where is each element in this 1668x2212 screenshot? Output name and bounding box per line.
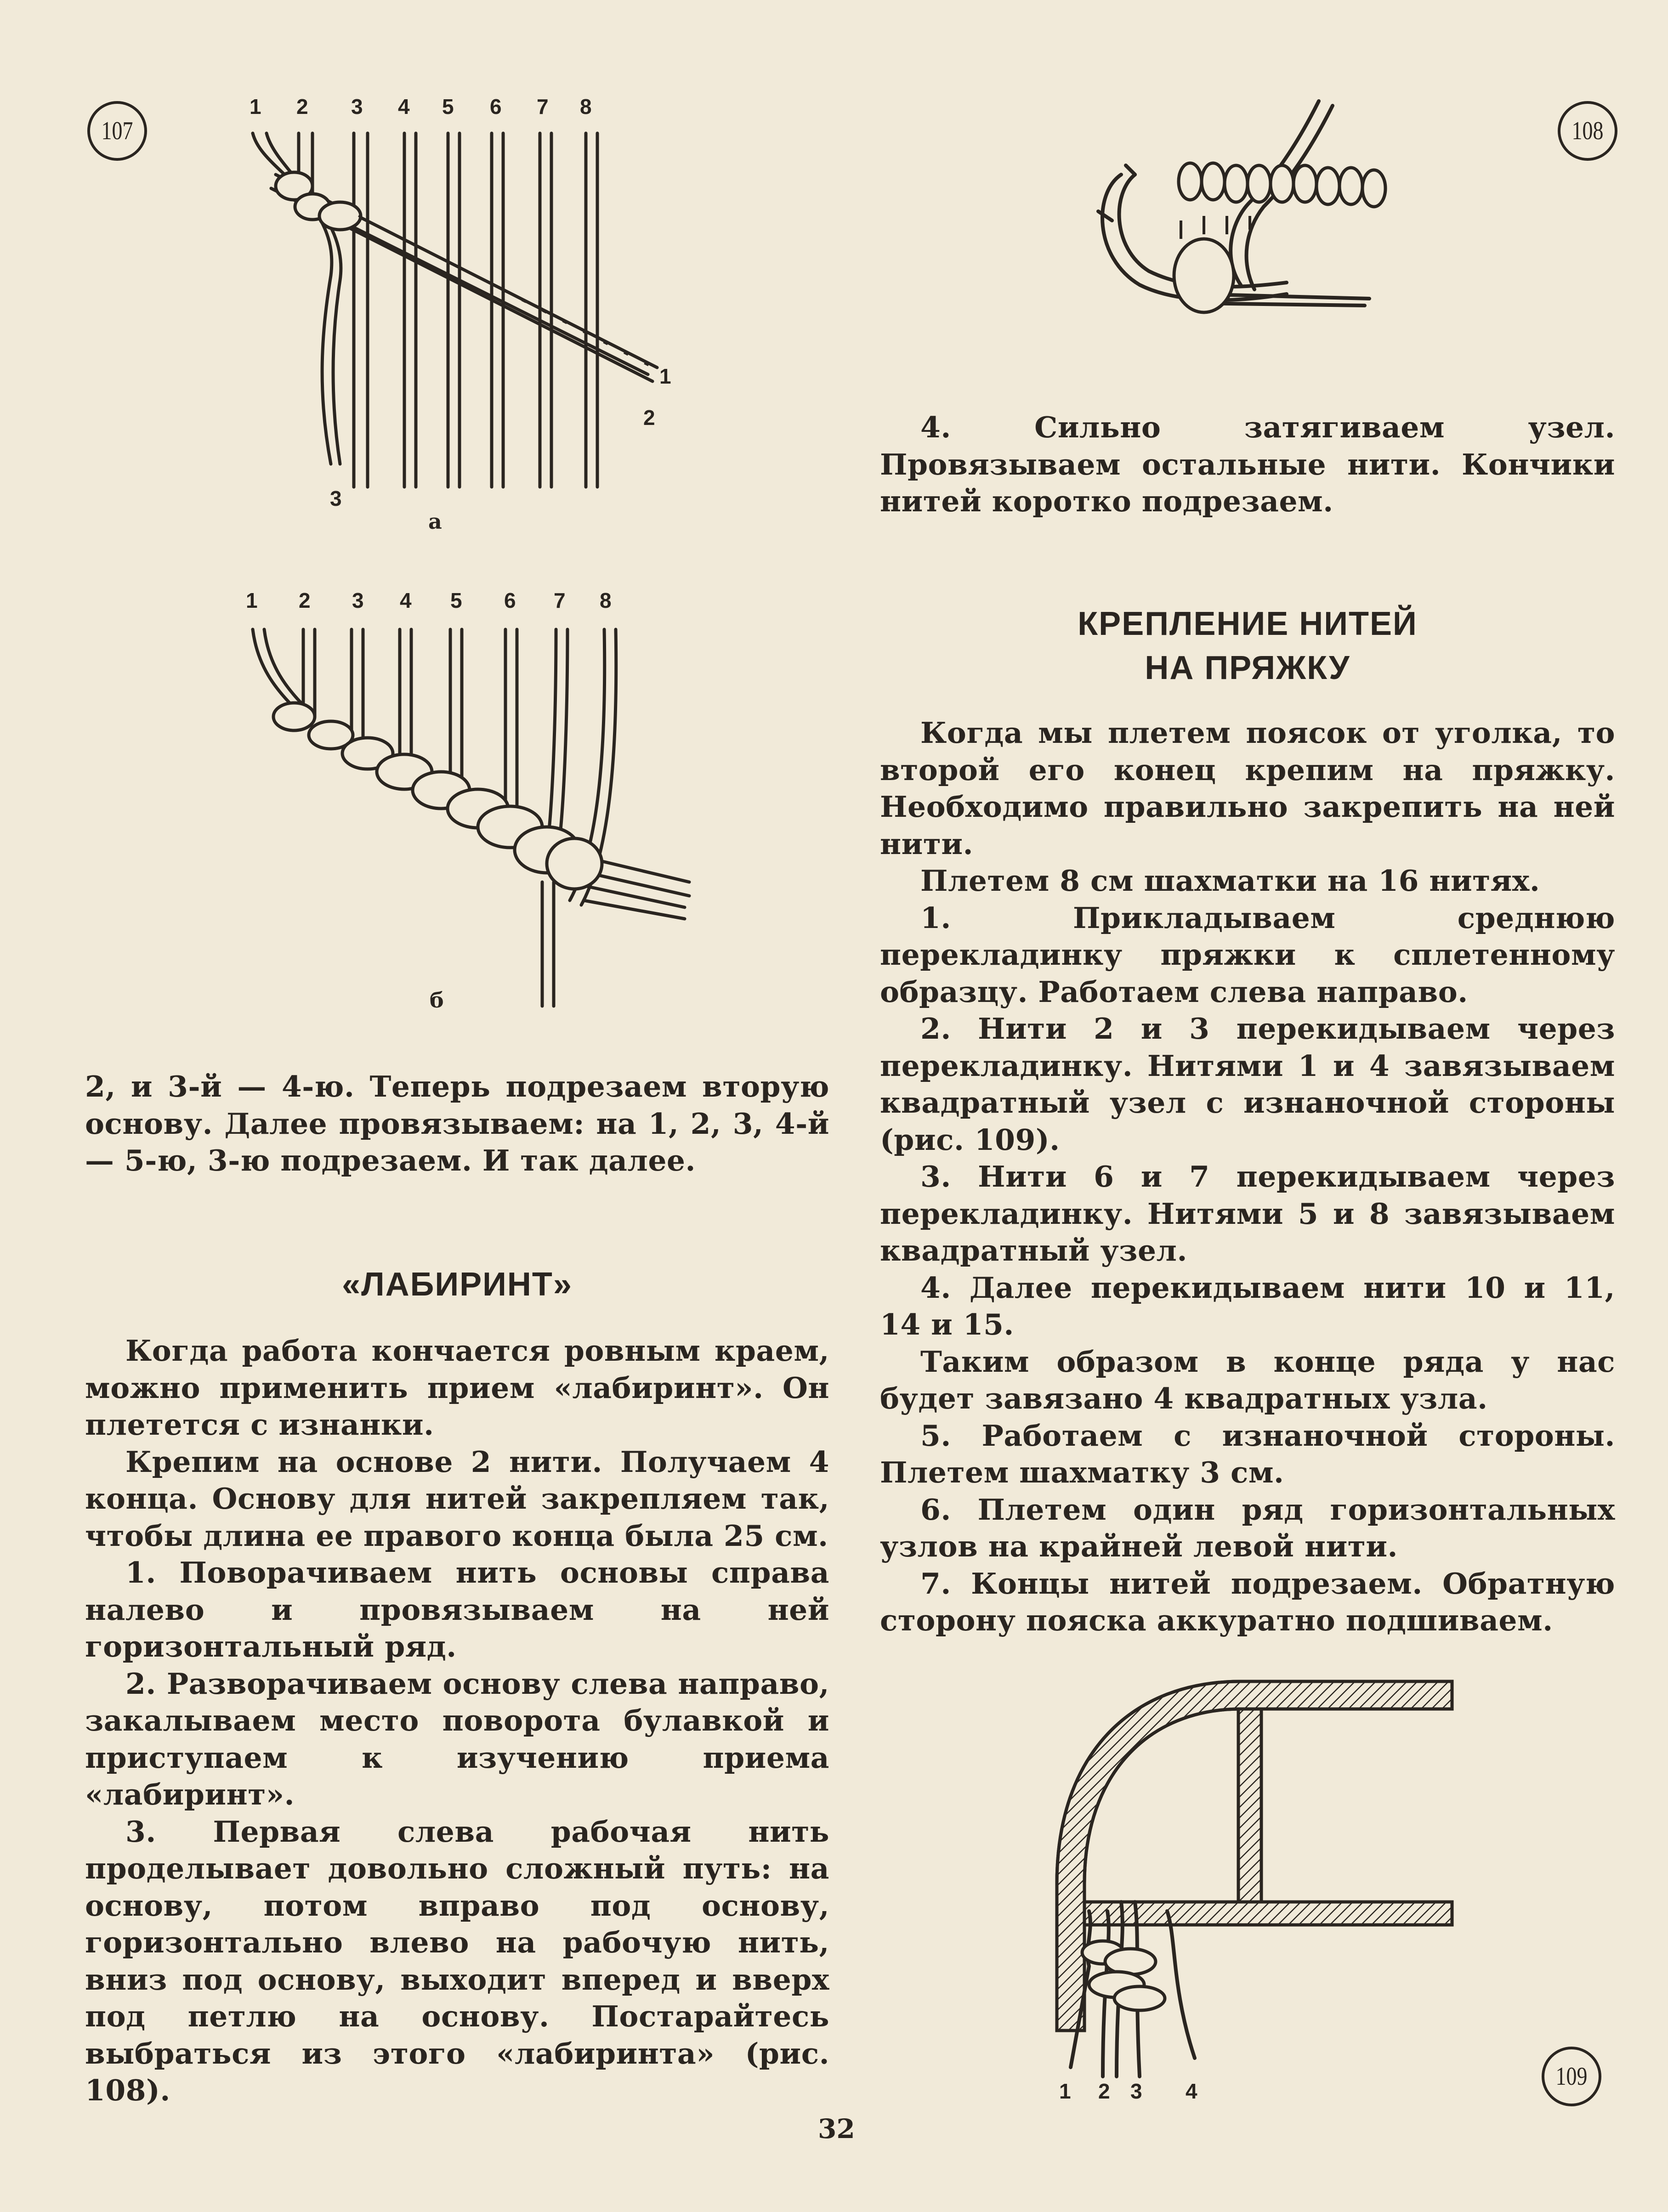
fig109-label: 4 — [1186, 2079, 1197, 2103]
fig107b-label: 1 — [246, 588, 258, 612]
fig107a-label: 4 — [398, 95, 410, 119]
fig107b-label: 8 — [600, 588, 612, 612]
left-paragraph: Крепим на основе 2 нити. Получаем 4 конца. Основу для нитей закрепляем так, чтобы длина ее правого конца была 25 см. — [85, 1444, 829, 1553]
right-paragraph: 4. Далее перекидываем нити 10 и 11, 14 и 15. — [880, 1270, 1615, 1341]
page-number: 32 — [818, 2113, 855, 2144]
fig107a-caption: а — [428, 509, 442, 534]
left-paragraph: 2. Разворачиваем основу слева направо, закалываем место поворота булавкой и приступаем к изучению приема «лабиринт». — [85, 1666, 829, 1811]
fig109-label: 3 — [1130, 2079, 1142, 2103]
fig107b-label: 3 — [352, 588, 364, 612]
clasp-heading-line2: НА ПРЯЖКУ — [1145, 650, 1350, 686]
fig107a-label: 2 — [296, 95, 308, 119]
continuation-paragraph: 2, и 3-й — 4-ю. Теперь подрезаем вторую основу. Далее провязываем: на 1, 2, 3, 4-й — 5-ю, 3-ю подрезаем. И так далее. — [85, 1069, 829, 1177]
left-paragraph: 1. Поворачиваем нить основы справа налево и провязываем на ней горизонтальный ряд. — [85, 1556, 829, 1663]
figure-number-108: 108 — [1558, 101, 1617, 161]
figure-number-109: 109 — [1542, 2047, 1601, 2106]
fig107a-label: 7 — [537, 95, 549, 119]
fig107a-label: 6 — [490, 95, 502, 119]
right-paragraph: 1. Прикладываем среднюю перекладинку пряжки к сплетенному образцу. Работаем слева направо. — [880, 900, 1615, 1009]
fig107a-side-label-2: 2 — [643, 406, 655, 430]
fig107a-label: 8 — [580, 95, 592, 119]
right-paragraph: 3. Нити 6 и 7 перекидываем через перекладинку. Нитями 5 и 8 завязываем квадратный узел. — [880, 1160, 1615, 1267]
fig107a-bottom-label: 3 — [330, 487, 342, 510]
labyrinth-heading: «ЛАБИРИНТ» — [342, 1266, 573, 1303]
fig107b-label: 4 — [400, 588, 412, 612]
fig107a-label: 5 — [442, 95, 454, 119]
fig107a-label: 3 — [351, 95, 363, 119]
right-top-paragraph: 4. Сильно затягиваем узел. Провязываем остальные нити. Кончики нитей коротко подрезаем. — [880, 410, 1615, 518]
left-paragraph: 3. Первая слева рабочая нить проделывает довольно сложный путь: на основу, потом вправо под основу, горизонтально влево на рабочую нить, вниз под основу, выходит вперед и вверх под петлю на основу. Постарайтесь выбраться из этого «лабиринта» (рис. 108). — [85, 1814, 829, 2107]
right-paragraph: 7. Концы нитей подрезаем. Обратную сторону пояска аккуратно подшиваем. — [880, 1566, 1615, 1637]
fig107b-label: 6 — [504, 588, 516, 612]
figure-number-107: 107 — [87, 101, 147, 161]
fig107a-label: 1 — [250, 95, 261, 119]
fig107b-label: 2 — [299, 588, 311, 612]
right-paragraph: 2. Нити 2 и 3 перекидываем через перекладинку. Нитями 1 и 4 завязываем квадратный узел с изнаночной стороны (рис. 109). — [880, 1012, 1615, 1157]
left-paragraph: Когда работа кончается ровным краем, можно применить прием «лабиринт». Он плетется с изнанки. — [85, 1334, 829, 1442]
right-paragraph: Таким образом в конце ряда у нас будет завязано 4 квадратных узла. — [880, 1344, 1615, 1415]
fig107a-side-label-1: 1 — [659, 364, 671, 388]
right-paragraph: Плетем 8 см шахматки на 16 нитях. — [920, 864, 1540, 898]
fig107b-label: 5 — [450, 588, 462, 612]
fig107b-caption: б — [430, 988, 444, 1013]
fig107b-label: 7 — [554, 588, 566, 612]
right-paragraph: 5. Работаем с изнаночной стороны. Плетем шахматку 3 см. — [880, 1418, 1615, 1489]
right-paragraph: Когда мы плетем поясок от уголка, то второй его конец крепим на пряжку. Необходимо правильно закрепить на ней нити. — [880, 716, 1615, 861]
fig109-label: 1 — [1059, 2079, 1071, 2103]
fig109-label: 2 — [1098, 2079, 1110, 2103]
clasp-heading-line1: КРЕПЛЕНИЕ НИТЕЙ — [1078, 605, 1418, 642]
right-paragraph: 6. Плетем один ряд горизонтальных узлов на крайней левой нити. — [880, 1492, 1615, 1563]
